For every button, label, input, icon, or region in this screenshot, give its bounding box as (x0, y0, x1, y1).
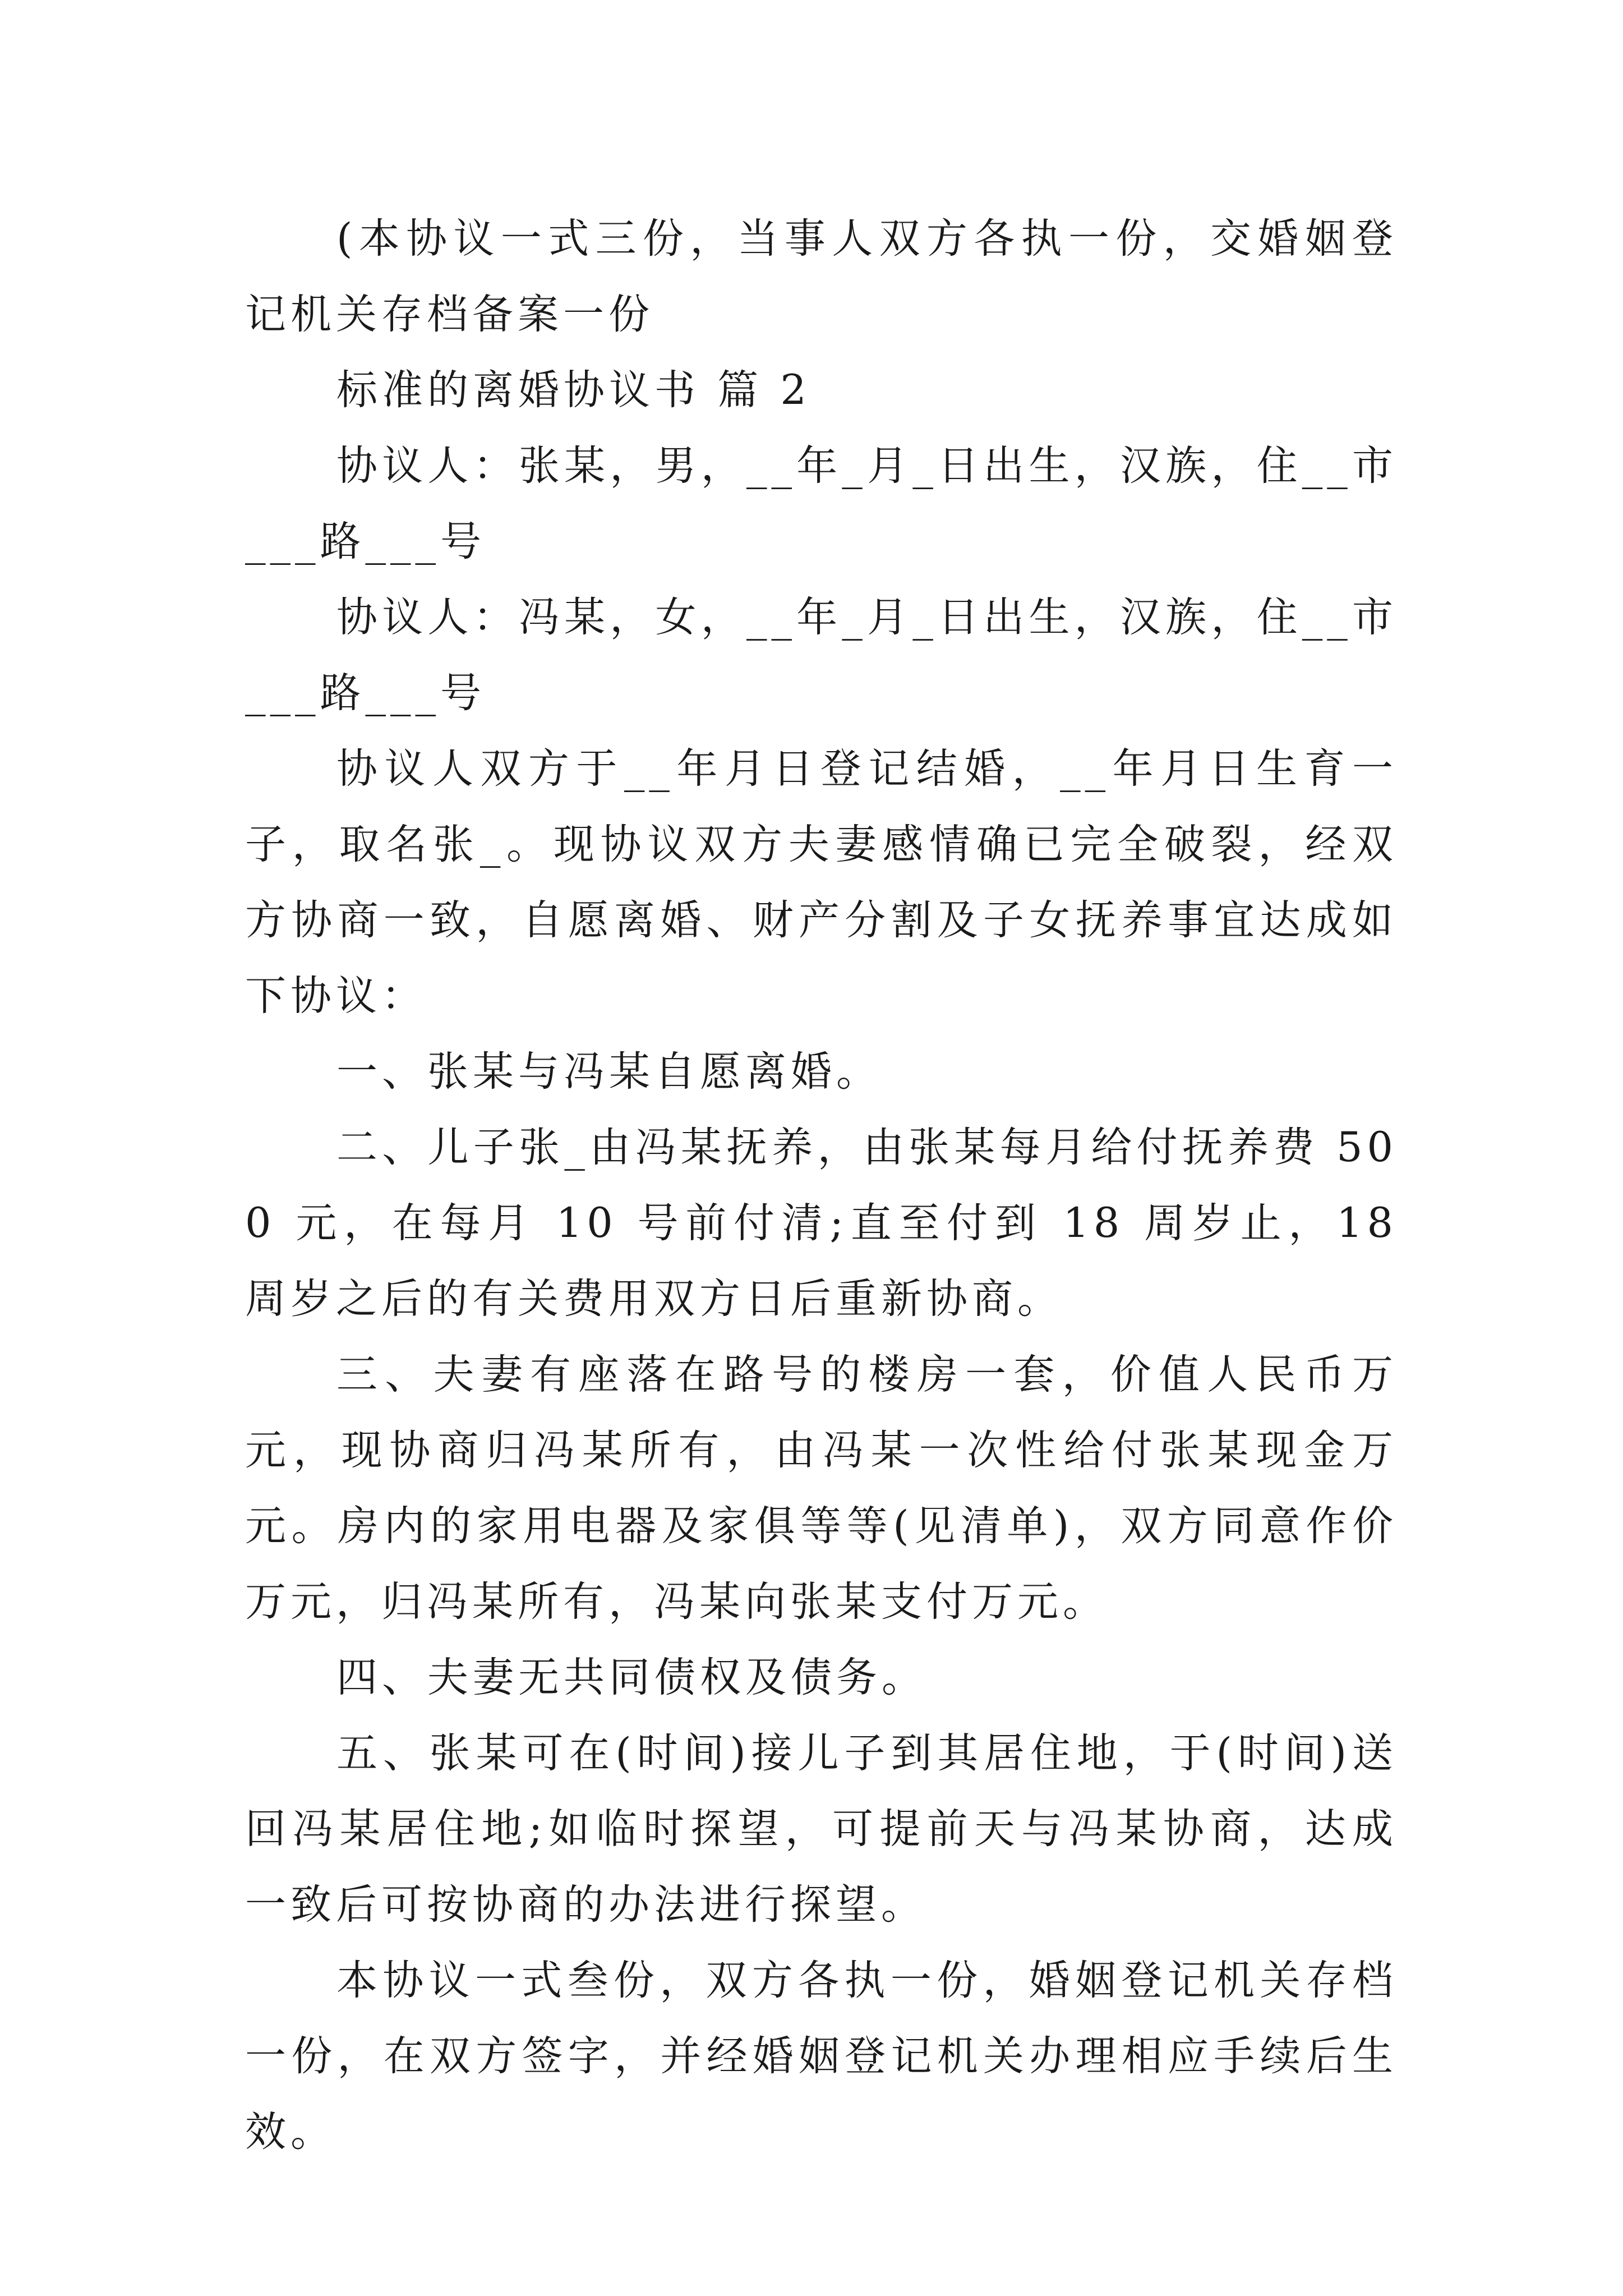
party-two-info: 协议人：冯某，女，__年_月_日出生，汉族，住__市___路___号 (245, 593, 1398, 717)
closing-paragraph: 本协议一式叁份，双方各执一份，婚姻登记机关存档一份，在双方签字，并经婚姻登记机关办理相应手续后生效。 (245, 1957, 1398, 2156)
clause-1: 一、张某与冯某自愿离婚。 (336, 1048, 882, 1096)
document-body (245, 201, 1398, 2170)
clause-3: 三、夫妻有座落在路号的楼房一套，价值人民币万元，现协商归冯某所有，由冯某一次性给付张某现金万元。房内的家用电器及家俱等等(见清单)，双方同意作价万元，归冯某所有，冯某向张某支付万元。 (245, 1351, 1398, 1626)
copies-clause-fragment: (本协议一式三份，当事人双方各执一份，交婚姻登记机关存档备案一份 (245, 215, 1398, 338)
preamble-paragraph: 协议人双方于__年月日登记结婚，__年月日生育一子，取名张_。现协议双方夫妻感情确已完全破裂，经双方协商一致，自愿离婚、财产分割及子女抚养事宜达成如下协议： (245, 745, 1398, 1020)
party-one-info: 协议人：张某，男，__年_月_日出生，汉族，住__市___路___号 (245, 442, 1398, 565)
clause-5: 五、张某可在(时间)接儿子到其居住地，于(时间)送回冯某居住地;如临时探望，可提前天与冯某协商，达成一致后可按协商的办法进行探望。 (245, 1729, 1398, 1929)
clause-4: 四、夫妻无共同债权及债务。 (336, 1654, 927, 1701)
section-heading: 标准的离婚协议书 篇 2 (336, 366, 811, 414)
clause-2: 二、儿子张_由冯某抚养，由张某每月给付抚养费 500 元，在每月 10 号前付清;直至付到 18 周岁止，18 周岁之后的有关费用双方日后重新协商。 (245, 1124, 1398, 1323)
